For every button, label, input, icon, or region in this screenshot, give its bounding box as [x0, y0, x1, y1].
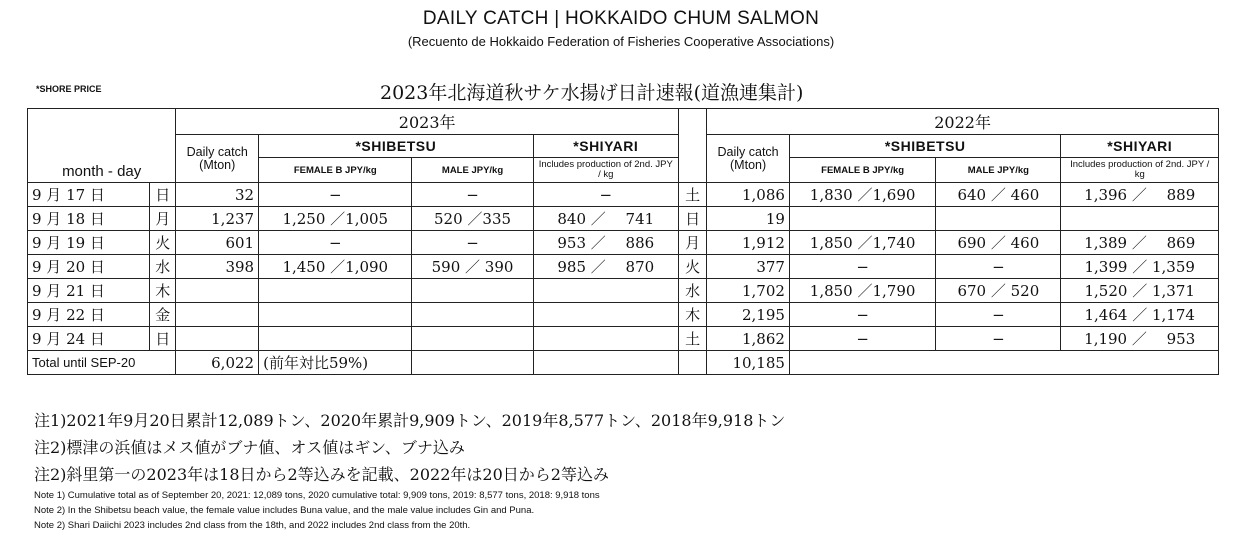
female-2022-cell: 1,850 ／1,790	[789, 279, 935, 303]
weekday-2023-cell: 日	[150, 183, 176, 207]
weekday-2022-cell: 木	[678, 303, 706, 327]
shiyari-2023-header: *SHIYARI	[533, 135, 678, 158]
page-title: DAILY CATCH | HOKKAIDO CHUM SALMON	[422, 8, 820, 29]
male-2023-cell	[412, 327, 533, 351]
shiyari-2023-subheader: Includes production of 2nd. JPY / kg	[533, 158, 678, 183]
male-2022-cell: 690 ／ 460	[936, 231, 1061, 255]
male-2023-cell: 520 ／335	[412, 207, 533, 231]
shore-price-label: *SHORE PRICE	[36, 84, 102, 94]
shiyari-2022-cell: 1,389 ／ 869	[1061, 231, 1219, 255]
table-row	[28, 303, 1219, 327]
catch-2023-cell	[176, 327, 259, 351]
table-row	[28, 231, 1219, 255]
catch-2022-cell: 377	[707, 255, 790, 279]
female-2023-cell: −	[259, 231, 412, 255]
female-2023-cell	[259, 279, 412, 303]
daily-catch-2022-header: Daily catch (Mton)	[707, 135, 790, 183]
male-2023-cell: −	[412, 183, 533, 207]
note-jp-3: 注2)斜里第一の2023年は18日から2等込みを記載、2022年は20日から2等込み	[34, 465, 609, 484]
table-row	[28, 255, 1219, 279]
female-2023-cell: 1,450 ／1,090	[259, 255, 412, 279]
female-2023-cell	[259, 327, 412, 351]
male-2023-header: MALE JPY/kg	[412, 158, 533, 183]
weekday-2022-cell: 日	[678, 207, 706, 231]
date-cell: 9 月 18 日	[28, 207, 150, 231]
catch-table	[27, 108, 1219, 375]
catch-2022-cell: 2,195	[707, 303, 790, 327]
male-2022-cell	[936, 207, 1061, 231]
total-2022-cell: 10,185	[707, 351, 790, 375]
weekday-2022-cell: 水	[678, 279, 706, 303]
year-2022-header: 2022年	[707, 109, 1219, 135]
female-2022-cell: 1,830 ／1,690	[789, 183, 935, 207]
shiyari-2023-cell	[533, 303, 678, 327]
catch-2023-cell: 398	[176, 255, 259, 279]
female-2022-cell: −	[789, 327, 935, 351]
shibetsu-2023-header: *SHIBETSU	[259, 135, 533, 158]
total-label: Total until SEP-20	[28, 351, 176, 375]
total-row	[28, 351, 1219, 375]
female-2022-header: FEMALE B JPY/kg	[789, 158, 935, 183]
male-2022-cell: 640 ／ 460	[936, 183, 1061, 207]
note-en-2: Note 2) In the Shibetsu beach value, the female value includes Buna value, and the male value includes Gin and Puna.	[34, 505, 535, 516]
male-2022-cell: −	[936, 303, 1061, 327]
male-2022-header: MALE JPY/kg	[936, 158, 1061, 183]
total-2023-cell: 6,022	[176, 351, 259, 375]
shiyari-2022-cell	[1061, 207, 1219, 231]
female-2023-cell: 1,250 ／1,005	[259, 207, 412, 231]
total-empty-cell	[533, 351, 678, 375]
female-2023-cell	[259, 303, 412, 327]
shiyari-2023-cell: −	[533, 183, 678, 207]
catch-2022-cell: 1,086	[707, 183, 790, 207]
catch-2022-cell: 1,702	[707, 279, 790, 303]
female-2022-cell: 1,850 ／1,740	[789, 231, 935, 255]
year-header-row	[28, 109, 1219, 135]
note-en-1: Note 1) Cumulative total as of September 20, 2021: 12,089 tons, 2020 cumulative total: 9,909 tons, 2019: 8,577 tons, 2018: 9,918 tons	[34, 490, 600, 501]
shiyari-2023-cell	[533, 327, 678, 351]
table-row	[28, 207, 1219, 231]
year-2023-header: 2023年	[176, 109, 679, 135]
catch-2023-cell: 32	[176, 183, 259, 207]
catch-2023-cell	[176, 303, 259, 327]
japanese-title: 2023年北海道秋サケ水揚げ日計速報(道漁連集計)	[380, 82, 804, 104]
female-2023-header: FEMALE B JPY/kg	[259, 158, 412, 183]
weekday-2022-header	[678, 109, 706, 183]
catch-2022-cell: 1,862	[707, 327, 790, 351]
page-subtitle: (Recuento de Hokkaido Federation of Fisheries Cooperative Associations)	[407, 34, 835, 49]
weekday-2022-cell: 土	[678, 183, 706, 207]
catch-2022-cell: 1,912	[707, 231, 790, 255]
date-cell: 9 月 17 日	[28, 183, 150, 207]
weekday-2022-cell: 火	[678, 255, 706, 279]
month-day-header: month - day	[28, 109, 176, 183]
shiyari-2022-cell: 1,396 ／ 889	[1061, 183, 1219, 207]
note-en-3: Note 2) Shari Daiichi 2023 includes 2nd class from the 18th, and 2022 includes 2nd class from the 20th.	[34, 520, 471, 531]
weekday-2023-cell: 金	[150, 303, 176, 327]
male-2023-cell	[412, 279, 533, 303]
shiyari-2023-cell: 985 ／ 870	[533, 255, 678, 279]
male-2023-cell	[412, 303, 533, 327]
catch-2022-cell: 19	[707, 207, 790, 231]
catch-2023-cell: 601	[176, 231, 259, 255]
weekday-2023-cell: 月	[150, 207, 176, 231]
table-row	[28, 183, 1219, 207]
note-jp-2: 注2)標津の浜値はメス値がブナ値、オス値はギン、ブナ込み	[34, 438, 465, 457]
total-2023-comparison: (前年対比59%)	[259, 351, 412, 375]
date-cell: 9 月 21 日	[28, 279, 150, 303]
shiyari-2022-subheader: Includes production of 2nd. JPY / kg	[1061, 158, 1219, 183]
shiyari-2023-cell: 840 ／ 741	[533, 207, 678, 231]
weekday-2023-cell: 木	[150, 279, 176, 303]
shiyari-2023-cell: 953 ／ 886	[533, 231, 678, 255]
male-2023-cell: 590 ／ 390	[412, 255, 533, 279]
shiyari-2022-cell: 1,399 ／ 1,359	[1061, 255, 1219, 279]
female-2022-cell	[789, 207, 935, 231]
male-2022-cell: −	[936, 327, 1061, 351]
shiyari-2023-cell	[533, 279, 678, 303]
group-header-row	[28, 135, 1219, 158]
male-2023-cell: −	[412, 231, 533, 255]
shiyari-2022-cell: 1,464 ／ 1,174	[1061, 303, 1219, 327]
daily-catch-2023-header: Daily catch (Mton)	[176, 135, 259, 183]
female-2022-cell: −	[789, 303, 935, 327]
catch-2023-cell: 1,237	[176, 207, 259, 231]
male-2022-cell: 670 ／ 520	[936, 279, 1061, 303]
date-cell: 9 月 24 日	[28, 327, 150, 351]
total-empty-cell	[678, 351, 706, 375]
weekday-2022-cell: 土	[678, 327, 706, 351]
shiyari-2022-header: *SHIYARI	[1061, 135, 1219, 158]
note-jp-1: 注1)2021年9月20日累計12,089トン、2020年累計9,909トン、2019年8,577トン、2018年9,918トン	[34, 411, 786, 430]
weekday-2022-cell: 月	[678, 231, 706, 255]
male-2022-cell: −	[936, 255, 1061, 279]
female-2022-cell: −	[789, 255, 935, 279]
total-empty-cell	[789, 351, 1218, 375]
date-cell: 9 月 19 日	[28, 231, 150, 255]
weekday-2023-cell: 水	[150, 255, 176, 279]
weekday-2023-cell: 日	[150, 327, 176, 351]
weekday-2023-cell: 火	[150, 231, 176, 255]
date-cell: 9 月 22 日	[28, 303, 150, 327]
catch-2023-cell	[176, 279, 259, 303]
total-empty-cell	[412, 351, 533, 375]
shiyari-2022-cell: 1,520 ／ 1,371	[1061, 279, 1219, 303]
shibetsu-2022-header: *SHIBETSU	[789, 135, 1060, 158]
shiyari-2022-cell: 1,190 ／ 953	[1061, 327, 1219, 351]
female-2023-cell: −	[259, 183, 412, 207]
table-row	[28, 327, 1219, 351]
table-row	[28, 279, 1219, 303]
date-cell: 9 月 20 日	[28, 255, 150, 279]
